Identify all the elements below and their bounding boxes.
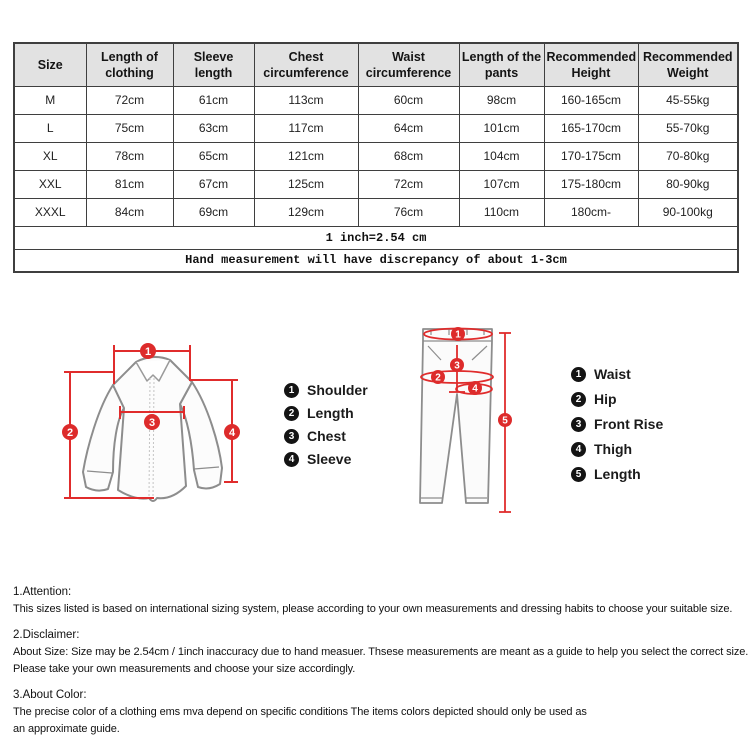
legend-item-chest <box>284 428 368 444</box>
size-cell: 180cm- <box>544 198 638 226</box>
note-line: Please take your own measurements and choose your size accordingly. <box>13 663 356 675</box>
circled-number-icon: 2 <box>571 392 586 407</box>
circled-number-icon: 4 <box>284 452 299 467</box>
size-cell: 75cm <box>86 114 173 142</box>
shirt-measurement-diagram <box>50 320 270 525</box>
legend-item-front-rise <box>571 416 663 432</box>
shirt-legend <box>284 382 368 467</box>
column-header: Recommended Height <box>544 43 638 86</box>
size-table-header <box>14 43 738 86</box>
size-cell: 160-165cm <box>544 86 638 114</box>
legend-item-thigh <box>571 441 663 457</box>
size-cell: 101cm <box>459 114 544 142</box>
size-cell: 90-100kg <box>638 198 738 226</box>
size-cell: 113cm <box>254 86 358 114</box>
circled-number-icon: 5 <box>571 467 586 482</box>
size-cell: 110cm <box>459 198 544 226</box>
note-heading: 1.Attention: <box>13 586 72 598</box>
size-table <box>13 42 739 273</box>
pants-measurement-diagram <box>405 318 525 523</box>
size-cell: 55-70kg <box>638 114 738 142</box>
note-attention <box>13 584 747 618</box>
size-row <box>14 114 738 142</box>
legend-label: Sleeve <box>307 451 352 467</box>
legend-label: Length <box>307 405 354 421</box>
size-cell: 78cm <box>86 142 173 170</box>
size-cell: 61cm <box>173 86 254 114</box>
pants-marker-length-number: 5 <box>502 415 508 427</box>
circled-number-icon: 2 <box>284 406 299 421</box>
size-cell: 65cm <box>173 142 254 170</box>
notes-section <box>13 584 747 747</box>
size-cell: 107cm <box>459 170 544 198</box>
legend-label: Waist <box>594 366 631 382</box>
size-cell: XXL <box>14 170 86 198</box>
size-cell: 84cm <box>86 198 173 226</box>
size-cell: 63cm <box>173 114 254 142</box>
legend-item-waist <box>571 366 663 382</box>
circled-number-icon: 3 <box>284 429 299 444</box>
size-cell: 64cm <box>358 114 459 142</box>
column-header: Size <box>14 43 86 86</box>
column-header: Waist circumference <box>358 43 459 86</box>
legend-item-length <box>571 466 663 482</box>
size-cell: 60cm <box>358 86 459 114</box>
size-cell: 121cm <box>254 142 358 170</box>
circled-number-icon: 1 <box>571 367 586 382</box>
legend-label: Thigh <box>594 441 633 457</box>
legend-item-shoulder <box>284 382 368 398</box>
circled-number-icon: 1 <box>284 383 299 398</box>
size-cell: 117cm <box>254 114 358 142</box>
size-row <box>14 86 738 114</box>
legend-label: Front Rise <box>594 416 664 432</box>
size-cell: 68cm <box>358 142 459 170</box>
note-disclaimer <box>13 627 747 678</box>
size-cell: 80-90kg <box>638 170 738 198</box>
column-header: Chest circumference <box>254 43 358 86</box>
legend-label: Shoulder <box>307 382 368 398</box>
note-line: This sizes listed is based on international sizing system, please according to your own measurements and dressing habits to choose your suitable size. <box>13 603 733 615</box>
size-cell: 69cm <box>173 198 254 226</box>
circled-number-icon: 3 <box>571 417 586 432</box>
size-cell: 125cm <box>254 170 358 198</box>
column-header: Length of the pants <box>459 43 544 86</box>
size-cell: 175-180cm <box>544 170 638 198</box>
pants-marker-front-rise-number: 3 <box>454 360 460 372</box>
legend-item-hip <box>571 391 663 407</box>
column-header: Sleeve length <box>173 43 254 86</box>
shirt-marker-shoulder-number: 1 <box>144 346 152 358</box>
legend-item-length <box>284 405 368 421</box>
shirt-marker-sleeve-number: 4 <box>228 427 236 439</box>
size-cell: 45-55kg <box>638 86 738 114</box>
legend-item-sleeve <box>284 451 368 467</box>
note-heading: 3.About Color: <box>13 689 87 701</box>
table-row <box>14 226 738 249</box>
size-cell: XL <box>14 142 86 170</box>
size-cell: 67cm <box>173 170 254 198</box>
legend-label: Length <box>594 466 641 482</box>
footnote-hand-measurement: Hand measurement will have discrepancy of about 1-3cm <box>14 249 738 272</box>
pants-marker-thigh-number: 4 <box>472 383 478 395</box>
legend-label: Chest <box>307 428 346 444</box>
size-cell: 165-170cm <box>544 114 638 142</box>
size-cell: 104cm <box>459 142 544 170</box>
column-header: Length of clothing <box>86 43 173 86</box>
circled-number-icon: 4 <box>571 442 586 457</box>
size-cell: 76cm <box>358 198 459 226</box>
size-row <box>14 198 738 226</box>
size-cell: 72cm <box>86 86 173 114</box>
pants-legend <box>571 366 663 482</box>
column-header: Recommended Weight <box>638 43 738 86</box>
size-cell: 81cm <box>86 170 173 198</box>
size-row <box>14 142 738 170</box>
note-line: The precise color of a clothing ems mva depend on specific conditions The items colors depicted should only be used as <box>13 706 587 718</box>
size-cell: 170-175cm <box>544 142 638 170</box>
shirt-marker-length-number: 2 <box>66 427 74 439</box>
table-row <box>14 249 738 272</box>
note-line: an approximate guide. <box>13 723 120 735</box>
footnote-inch-conversion: 1 inch=2.54 cm <box>14 226 738 249</box>
pants-marker-hip-number: 2 <box>435 372 441 384</box>
header-row <box>14 43 738 86</box>
size-table-body <box>14 86 738 226</box>
note-heading: 2.Disclaimer: <box>13 629 80 641</box>
size-cell: M <box>14 86 86 114</box>
legend-label: Hip <box>594 391 617 407</box>
size-cell: 98cm <box>459 86 544 114</box>
pants-outline <box>420 329 492 503</box>
size-cell: XXXL <box>14 198 86 226</box>
note-about-color <box>13 687 747 738</box>
pants-marker-waist-number: 1 <box>455 329 461 341</box>
shirt-marker-chest-number: 3 <box>148 417 156 429</box>
size-cell: L <box>14 114 86 142</box>
size-cell: 72cm <box>358 170 459 198</box>
size-row <box>14 170 738 198</box>
size-cell: 70-80kg <box>638 142 738 170</box>
size-cell: 129cm <box>254 198 358 226</box>
note-line: About Size: Size may be 2.54cm / 1inch inaccuracy due to hand measuer. Thsese measurements are meant as a guide to help you select the correct size. <box>13 646 749 658</box>
